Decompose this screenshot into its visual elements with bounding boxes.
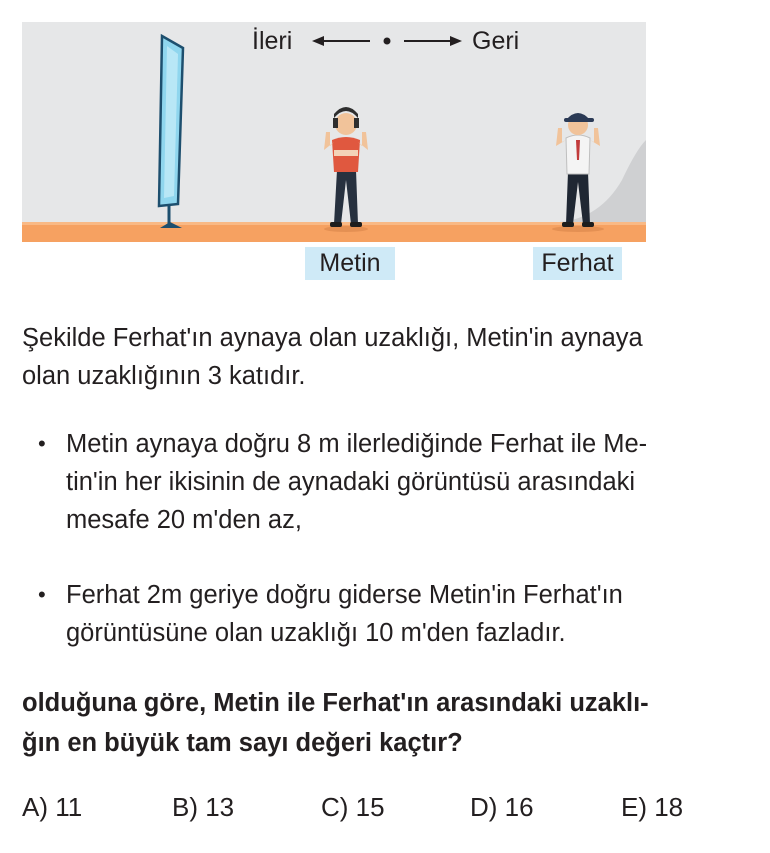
- option-d[interactable]: D) 16: [470, 792, 534, 822]
- bullet-line: Ferhat 2m geriye doğru giderse Metin'in Ferhat'ın: [66, 581, 623, 609]
- mirror: [159, 36, 183, 228]
- metin-label: Metin: [305, 247, 395, 280]
- bullet-line: Metin aynaya doğru 8 m ilerlediğinde Ferhat ile Me-: [66, 430, 648, 458]
- direction-back-label: Geri: [472, 27, 520, 55]
- question-line: ğın en büyük tam sayı değeri kaçtır?: [22, 729, 463, 757]
- bullet-item-2: [66, 576, 746, 652]
- option-b[interactable]: B) 13: [172, 792, 235, 822]
- intro-line: olan uzaklığının 3 katıdır.: [22, 362, 306, 390]
- bullet-item-1: [66, 425, 746, 539]
- figure: [0, 0, 770, 290]
- ferhat-label: Ferhat: [533, 247, 622, 280]
- option-c[interactable]: C) 15: [321, 792, 385, 822]
- question-stem: [22, 683, 752, 763]
- bullet-dot-icon: •: [38, 582, 46, 607]
- intro-paragraph: [22, 319, 742, 395]
- option-a[interactable]: A) 11: [22, 792, 83, 822]
- bullet-line: mesafe 20 m'den az,: [66, 506, 302, 534]
- bullet-line: tin'in her ikisinin de aynadaki görüntüsü arasındaki: [66, 468, 636, 496]
- origin-dot: [384, 38, 391, 45]
- bullet-line: görüntüsüne olan uzaklığı 10 m'den fazladır.: [66, 619, 566, 647]
- bullet-dot-icon: •: [38, 431, 46, 456]
- option-e[interactable]: E) 18: [621, 792, 684, 822]
- direction-forward-label: İleri: [252, 27, 293, 55]
- intro-line: Şekilde Ferhat'ın aynaya olan uzaklığı, Metin'in aynaya: [22, 324, 643, 352]
- question-line: olduğuna göre, Metin ile Ferhat'ın arasındaki uzaklı-: [22, 689, 649, 717]
